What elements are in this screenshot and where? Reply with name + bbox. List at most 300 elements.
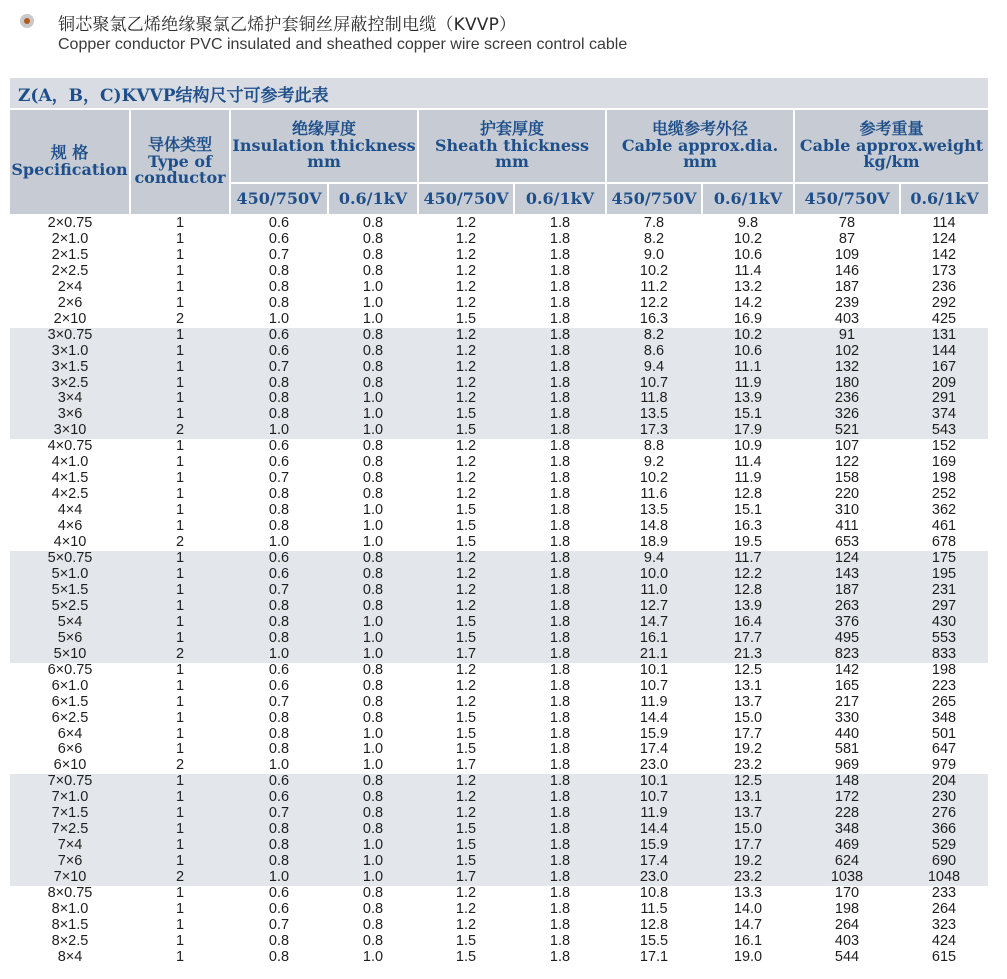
cell-ins-450-750v: 0.6 (268, 215, 290, 231)
cell-conductor-type: 2 (130, 870, 230, 886)
cell-ins-450-750v: 0.6 (268, 661, 290, 678)
cell-dia-450-750v: 16.3 (639, 310, 669, 327)
cell-dia-450-750v: 8.2 (606, 328, 702, 344)
spec-table (10, 110, 988, 966)
cell-dia-450-750v: 11.2 (640, 278, 668, 295)
cell-conductor-type: 1 (130, 806, 230, 822)
cell-sheath-0-6-1kv: 1.8 (549, 916, 571, 933)
cell-ins-450-750v: 0.6 (268, 900, 290, 917)
cell-dia-450-750v: 11.6 (640, 486, 668, 503)
cell-weight-0-6-1kv: 167 (900, 360, 988, 376)
cell-sheath-0-6-1kv: 1.8 (514, 567, 606, 583)
cell-dia-0-6-1kv: 16.4 (702, 615, 794, 631)
cell-dia-450-750v: 10.7 (606, 790, 702, 806)
cell-dia-450-750v: 17.4 (639, 741, 669, 758)
table-row (10, 551, 988, 567)
cell-spec: 3×2.5 (10, 376, 130, 392)
cell-dia-0-6-1kv: 17.9 (702, 423, 794, 439)
cell-sheath-450-750v: 1.5 (418, 423, 514, 439)
table-body (10, 215, 988, 966)
cell-dia-450-750v: 15.9 (639, 725, 669, 742)
cell-sheath-450-750v: 1.2 (418, 790, 514, 806)
cell-sheath-450-750v: 1.2 (455, 262, 477, 279)
cell-ins-450-750v: 1.0 (268, 757, 290, 774)
cell-dia-450-750v: 10.7 (639, 677, 669, 694)
cell-sheath-0-6-1kv: 1.8 (549, 741, 571, 758)
cell-ins-450-750v: 0.8 (230, 391, 328, 407)
cell-dia-450-750v: 12.8 (639, 916, 669, 933)
cell-dia-450-750v: 14.7 (606, 615, 702, 631)
cell-dia-0-6-1kv: 19.0 (733, 948, 763, 965)
cell-dia-450-750v: 11.9 (606, 806, 702, 822)
spec-table-container (10, 78, 988, 966)
cell-ins-0-6-1kv: 1.0 (362, 534, 384, 551)
cell-conductor-type: 1 (175, 262, 185, 279)
cell-weight-450-750v: 148 (794, 774, 900, 790)
cell-ins-0-6-1kv: 0.8 (362, 693, 384, 710)
cell-spec: 3×1.0 (10, 344, 130, 360)
cell-ins-450-750v: 0.8 (268, 262, 290, 279)
cell-dia-450-750v: 11.5 (640, 900, 668, 917)
cell-weight-0-6-1kv: 204 (900, 774, 988, 790)
cell-sheath-450-750v: 1.2 (418, 328, 514, 344)
cell-sheath-0-6-1kv: 1.8 (514, 822, 606, 838)
cell-sheath-450-750v: 1.2 (418, 376, 514, 392)
header-dia-cn: 电缆参考外径 (651, 118, 748, 138)
cell-sheath-0-6-1kv: 1.8 (549, 948, 571, 965)
cell-spec: 7×1.0 (10, 790, 130, 806)
cell-sheath-450-750v: 1.7 (455, 757, 477, 774)
cell-weight-450-750v: 132 (794, 360, 900, 376)
cell-sheath-0-6-1kv: 1.8 (514, 790, 606, 806)
cell-dia-450-750v: 9.2 (643, 454, 665, 471)
cell-sheath-450-750v: 1.2 (455, 246, 477, 263)
header-ins-cn: 绝缘厚度 (291, 118, 356, 138)
cell-ins-0-6-1kv: 1.0 (362, 310, 384, 327)
table-row (10, 248, 988, 264)
header-specification (10, 110, 130, 215)
cell-weight-450-750v: 187 (834, 278, 860, 295)
cell-weight-450-750v: 87 (838, 230, 856, 247)
cell-dia-450-750v: 8.2 (643, 230, 665, 247)
table-row (10, 631, 988, 647)
cell-dia-0-6-1kv: 10.6 (702, 344, 794, 360)
cell-spec: 2×1.0 (51, 230, 89, 247)
cell-spec: 6×6 (57, 741, 83, 758)
cell-ins-0-6-1kv: 1.0 (362, 757, 384, 774)
cell-sheath-0-6-1kv: 1.8 (549, 885, 571, 902)
cell-dia-0-6-1kv: 10.2 (702, 328, 794, 344)
cell-dia-450-750v: 10.2 (639, 470, 669, 487)
cell-ins-0-6-1kv: 1.0 (328, 631, 418, 647)
cell-weight-450-750v: 403 (834, 310, 860, 327)
cell-dia-450-750v: 13.5 (606, 407, 702, 423)
cell-dia-0-6-1kv: 14.2 (733, 294, 763, 311)
cell-spec: 4×1.0 (51, 454, 89, 471)
header-insulation-thickness (230, 110, 418, 183)
table-row (10, 376, 988, 392)
cell-weight-0-6-1kv: 223 (931, 677, 957, 694)
cell-dia-450-750v: 14.4 (639, 709, 669, 726)
cell-weight-450-750v: 143 (794, 567, 900, 583)
cell-dia-450-750v: 23.0 (606, 870, 702, 886)
cell-sheath-0-6-1kv: 1.8 (549, 246, 571, 263)
cell-sheath-450-750v: 1.2 (455, 661, 477, 678)
cell-dia-450-750v: 8.6 (606, 344, 702, 360)
cell-sheath-450-750v: 1.2 (455, 470, 477, 487)
cell-weight-450-750v: 348 (794, 822, 900, 838)
cell-sheath-0-6-1kv: 1.8 (549, 677, 571, 694)
cell-weight-450-750v: 217 (834, 693, 860, 710)
subheader-sheath-0-6-1kv: 0.6/1kV (514, 183, 606, 215)
cell-weight-0-6-1kv: 169 (931, 454, 957, 471)
cell-sheath-0-6-1kv: 1.8 (549, 310, 571, 327)
cell-ins-450-750v: 0.6 (230, 344, 328, 360)
header-conductor-type (130, 110, 230, 215)
cell-dia-0-6-1kv: 19.2 (702, 854, 794, 870)
cell-sheath-0-6-1kv: 1.8 (514, 870, 606, 886)
cell-dia-450-750v: 11.0 (606, 583, 702, 599)
cell-dia-0-6-1kv: 13.7 (733, 693, 763, 710)
header-type-en-2: conductor (134, 168, 226, 188)
cell-sheath-0-6-1kv: 1.8 (514, 328, 606, 344)
cell-spec: 2×6 (57, 294, 83, 311)
header-ins-unit: mm (307, 152, 341, 172)
cell-weight-450-750v: 172 (794, 790, 900, 806)
cell-dia-0-6-1kv: 13.2 (733, 278, 763, 295)
cell-ins-0-6-1kv: 0.8 (362, 454, 384, 471)
cell-conductor-type: 1 (130, 774, 230, 790)
header-type-cn: 导体类型 (147, 134, 212, 154)
table-row (10, 423, 988, 439)
cell-ins-450-750v: 0.8 (268, 278, 290, 295)
cell-dia-0-6-1kv: 23.2 (702, 870, 794, 886)
cell-conductor-type: 1 (175, 454, 185, 471)
cell-ins-450-750v: 0.6 (268, 677, 290, 694)
header-sheath-unit: mm (495, 152, 529, 172)
cell-ins-0-6-1kv: 1.0 (362, 741, 384, 758)
cell-conductor-type: 2 (130, 423, 230, 439)
cell-dia-0-6-1kv: 15.0 (733, 709, 763, 726)
cell-sheath-0-6-1kv: 1.8 (514, 344, 606, 360)
cell-dia-0-6-1kv: 9.8 (737, 215, 759, 231)
cell-ins-0-6-1kv: 1.0 (328, 870, 418, 886)
cell-weight-450-750v: 969 (834, 757, 860, 774)
cell-sheath-450-750v: 1.5 (455, 948, 477, 965)
cell-dia-0-6-1kv: 13.1 (733, 677, 763, 694)
cell-ins-0-6-1kv: 0.8 (362, 677, 384, 694)
cell-dia-450-750v: 7.8 (643, 215, 665, 231)
cell-spec: 5×4 (10, 615, 130, 631)
cell-sheath-0-6-1kv: 1.8 (514, 854, 606, 870)
cell-ins-0-6-1kv: 0.8 (328, 583, 418, 599)
cell-weight-0-6-1kv: 362 (931, 502, 957, 519)
cell-weight-0-6-1kv: 236 (931, 278, 957, 295)
header-type-en-1: Type of (148, 151, 212, 171)
table-row (10, 918, 988, 934)
cell-ins-450-750v: 0.7 (268, 470, 290, 487)
cell-sheath-0-6-1kv: 1.8 (549, 215, 571, 231)
cell-weight-450-750v: 236 (794, 391, 900, 407)
cell-ins-0-6-1kv: 0.8 (362, 486, 384, 503)
cell-sheath-0-6-1kv: 1.8 (549, 900, 571, 917)
table-row (10, 471, 988, 487)
table-row (10, 567, 988, 583)
cell-dia-0-6-1kv: 16.9 (733, 310, 763, 327)
cell-sheath-450-750v: 1.2 (418, 599, 514, 615)
cell-conductor-type: 1 (175, 932, 185, 949)
cell-spec: 4×0.75 (47, 438, 93, 455)
cell-spec: 6×2.5 (51, 709, 89, 726)
table-row (10, 232, 988, 248)
cell-weight-450-750v: 330 (834, 709, 860, 726)
cell-sheath-450-750v: 1.2 (418, 344, 514, 360)
cell-sheath-450-750v: 1.2 (418, 551, 514, 567)
cell-sheath-0-6-1kv: 1.8 (549, 454, 571, 471)
cell-conductor-type: 1 (175, 278, 185, 295)
cell-weight-0-6-1kv: 114 (932, 215, 956, 231)
cell-dia-0-6-1kv: 19.5 (733, 534, 763, 551)
cell-spec: 2×10 (53, 310, 87, 327)
cell-conductor-type: 2 (175, 757, 185, 774)
bullet-icon (20, 14, 34, 28)
table-row (10, 455, 988, 471)
cell-dia-450-750v: 14.4 (606, 822, 702, 838)
cell-spec: 6×4 (57, 725, 83, 742)
cell-sheath-450-750v: 1.5 (418, 615, 514, 631)
cell-spec: 4×2.5 (51, 486, 89, 503)
cell-dia-450-750v: 15.9 (606, 838, 702, 854)
cell-dia-450-750v: 12.7 (606, 599, 702, 615)
cell-weight-0-6-1kv: 144 (900, 344, 988, 360)
table-row (10, 806, 988, 822)
cell-sheath-450-750v: 1.2 (455, 215, 477, 231)
cell-dia-450-750v: 10.0 (606, 567, 702, 583)
cell-dia-0-6-1kv: 13.3 (733, 885, 763, 902)
table-row (10, 758, 988, 774)
cell-spec: 4×6 (57, 518, 83, 535)
cell-spec: 7×1.5 (10, 806, 130, 822)
cell-weight-450-750v: 78 (838, 215, 856, 231)
cell-sheath-450-750v: 1.2 (418, 360, 514, 376)
cell-weight-450-750v: 102 (794, 344, 900, 360)
cell-ins-450-750v: 0.8 (230, 631, 328, 647)
cell-ins-0-6-1kv: 1.0 (362, 518, 384, 535)
cell-weight-0-6-1kv: 501 (931, 725, 957, 742)
cell-sheath-0-6-1kv: 1.8 (549, 438, 571, 455)
title-chinese: 铜芯聚氯乙烯绝缘聚氯乙烯护套铜丝屏蔽控制电缆（KVVP） (58, 15, 517, 35)
cell-ins-450-750v: 0.6 (230, 551, 328, 567)
table-row (10, 391, 988, 407)
cell-weight-450-750v: 653 (834, 534, 860, 551)
cell-ins-450-750v: 0.6 (230, 774, 328, 790)
cell-spec: 6×1.0 (51, 677, 89, 694)
cell-weight-0-6-1kv: 252 (931, 486, 957, 503)
cell-ins-0-6-1kv: 1.0 (328, 423, 418, 439)
cell-sheath-0-6-1kv: 1.8 (549, 709, 571, 726)
cell-conductor-type: 1 (130, 599, 230, 615)
cell-dia-450-750v: 10.2 (639, 262, 669, 279)
cell-sheath-0-6-1kv: 1.8 (549, 294, 571, 311)
cell-conductor-type: 1 (175, 741, 185, 758)
subheader-sheath-450-750v: 450/750V (418, 183, 514, 215)
cell-conductor-type: 1 (130, 615, 230, 631)
cell-sheath-450-750v: 1.2 (455, 454, 477, 471)
cell-weight-450-750v: 1038 (794, 870, 900, 886)
cell-conductor-type: 1 (130, 854, 230, 870)
table-row (10, 599, 988, 615)
cell-weight-0-6-1kv: 425 (931, 310, 957, 327)
cell-spec: 2×1.5 (51, 246, 89, 263)
table-row (10, 296, 988, 312)
cell-ins-0-6-1kv: 0.8 (362, 470, 384, 487)
header-sheath-cn: 护套厚度 (479, 118, 544, 138)
cell-sheath-450-750v: 1.5 (455, 709, 477, 726)
cell-ins-450-750v: 1.0 (268, 534, 290, 551)
cell-ins-0-6-1kv: 1.0 (328, 407, 418, 423)
cell-spec: 8×4 (57, 948, 83, 965)
table-row (10, 280, 988, 296)
cell-ins-450-750v: 0.7 (268, 246, 290, 263)
cell-dia-450-750v: 14.8 (639, 518, 669, 535)
cell-dia-0-6-1kv: 11.4 (734, 262, 762, 279)
cell-dia-450-750v: 10.7 (606, 376, 702, 392)
cell-spec: 7×0.75 (10, 774, 130, 790)
cell-spec: 4×10 (53, 534, 87, 551)
cell-weight-450-750v: 521 (794, 423, 900, 439)
table-row (10, 503, 988, 519)
subheader-wt-450-750v: 450/750V (794, 183, 900, 215)
cell-sheath-0-6-1kv: 1.8 (549, 470, 571, 487)
cell-weight-450-750v: 109 (834, 246, 860, 263)
cell-sheath-450-750v: 1.2 (418, 567, 514, 583)
table-row (10, 679, 988, 695)
cell-ins-0-6-1kv: 0.8 (328, 376, 418, 392)
cell-spec: 3×10 (10, 423, 130, 439)
subheader-dia-0-6-1kv: 0.6/1kV (702, 183, 794, 215)
cell-ins-0-6-1kv: 0.8 (328, 790, 418, 806)
cell-dia-450-750v: 10.1 (639, 661, 669, 678)
cell-spec: 7×2.5 (10, 822, 130, 838)
cell-sheath-0-6-1kv: 1.8 (514, 838, 606, 854)
cell-dia-0-6-1kv: 10.6 (733, 246, 763, 263)
cell-weight-450-750v: 220 (834, 486, 860, 503)
cell-ins-0-6-1kv: 0.8 (362, 262, 384, 279)
cell-ins-0-6-1kv: 1.0 (328, 838, 418, 854)
cell-conductor-type: 1 (130, 551, 230, 567)
cell-weight-450-750v: 264 (834, 916, 860, 933)
subheader-ins-450-750v: 450/750V (230, 183, 328, 215)
cell-conductor-type: 2 (130, 647, 230, 663)
cell-weight-450-750v: 326 (794, 407, 900, 423)
cell-ins-0-6-1kv: 1.0 (362, 278, 384, 295)
table-row (10, 360, 988, 376)
subheader-ins-0-6-1kv: 0.6/1kV (328, 183, 418, 215)
cell-ins-0-6-1kv: 0.8 (328, 360, 418, 376)
cell-sheath-0-6-1kv: 1.8 (514, 599, 606, 615)
cell-spec: 2×2.5 (51, 262, 89, 279)
cell-weight-450-750v: 624 (794, 854, 900, 870)
cell-conductor-type: 1 (130, 790, 230, 806)
cell-weight-0-6-1kv: 529 (900, 838, 988, 854)
cell-weight-0-6-1kv: 198 (931, 470, 957, 487)
cell-conductor-type: 1 (175, 438, 185, 455)
cell-dia-450-750v: 11.9 (640, 693, 668, 710)
cell-conductor-type: 1 (130, 328, 230, 344)
cell-ins-0-6-1kv: 0.8 (362, 885, 384, 902)
cell-spec: 8×1.5 (51, 916, 89, 933)
cell-ins-450-750v: 0.8 (268, 294, 290, 311)
cell-spec: 3×0.75 (10, 328, 130, 344)
cell-ins-450-750v: 0.8 (230, 599, 328, 615)
cell-dia-0-6-1kv: 16.1 (733, 932, 763, 949)
table-row (10, 727, 988, 743)
cell-weight-450-750v: 198 (834, 900, 860, 917)
cell-weight-0-6-1kv: 348 (931, 709, 957, 726)
cell-dia-450-750v: 15.5 (639, 932, 669, 949)
cell-sheath-450-750v: 1.5 (455, 310, 477, 327)
cell-weight-450-750v: 228 (794, 806, 900, 822)
cell-spec: 5×1.0 (10, 567, 130, 583)
table-row (10, 950, 988, 966)
cell-weight-450-750v: 469 (794, 838, 900, 854)
table-row (10, 854, 988, 870)
cell-dia-0-6-1kv: 11.1 (702, 360, 794, 376)
cell-weight-450-750v: 495 (794, 631, 900, 647)
cell-weight-0-6-1kv: 374 (900, 407, 988, 423)
table-row (10, 663, 988, 679)
cell-weight-450-750v: 122 (834, 454, 860, 471)
cell-weight-0-6-1kv: 366 (900, 822, 988, 838)
cell-dia-450-750v: 11.8 (606, 391, 702, 407)
table-caption: Z(A，B，C)KVVP结构尺寸可参考此表 (10, 78, 988, 110)
cell-sheath-450-750v: 1.2 (418, 774, 514, 790)
cell-weight-450-750v: 146 (834, 262, 860, 279)
cell-weight-0-6-1kv: 276 (900, 806, 988, 822)
cell-dia-0-6-1kv: 11.9 (702, 376, 794, 392)
cell-conductor-type: 1 (175, 900, 185, 917)
cell-weight-450-750v: 91 (794, 328, 900, 344)
cell-weight-450-750v: 823 (794, 647, 900, 663)
cell-dia-450-750v: 9.4 (606, 360, 702, 376)
cell-sheath-0-6-1kv: 1.8 (514, 806, 606, 822)
cell-weight-0-6-1kv: 124 (931, 230, 957, 247)
cell-conductor-type: 1 (175, 486, 185, 503)
cell-sheath-450-750v: 1.5 (455, 518, 477, 535)
table-row (10, 264, 988, 280)
cell-spec: 2×0.75 (47, 215, 93, 231)
cell-spec: 2×4 (57, 278, 83, 295)
cell-weight-0-6-1kv: 297 (900, 599, 988, 615)
cell-conductor-type: 1 (130, 567, 230, 583)
cell-sheath-450-750v: 1.5 (455, 502, 477, 519)
table-row (10, 647, 988, 663)
cell-ins-450-750v: 0.8 (268, 518, 290, 535)
table-row (10, 439, 988, 455)
cell-dia-450-750v: 17.1 (639, 948, 669, 965)
cell-ins-450-750v: 1.0 (230, 647, 328, 663)
cell-conductor-type: 1 (175, 246, 185, 263)
cell-weight-450-750v: 310 (834, 502, 860, 519)
cell-weight-450-750v: 544 (834, 948, 860, 965)
cell-ins-0-6-1kv: 0.8 (362, 230, 384, 247)
cell-dia-0-6-1kv: 12.5 (702, 774, 794, 790)
cell-weight-0-6-1kv: 979 (931, 757, 957, 774)
table-row (10, 344, 988, 360)
cell-spec: 5×10 (10, 647, 130, 663)
cell-ins-0-6-1kv: 1.0 (362, 502, 384, 519)
cell-weight-450-750v: 376 (794, 615, 900, 631)
